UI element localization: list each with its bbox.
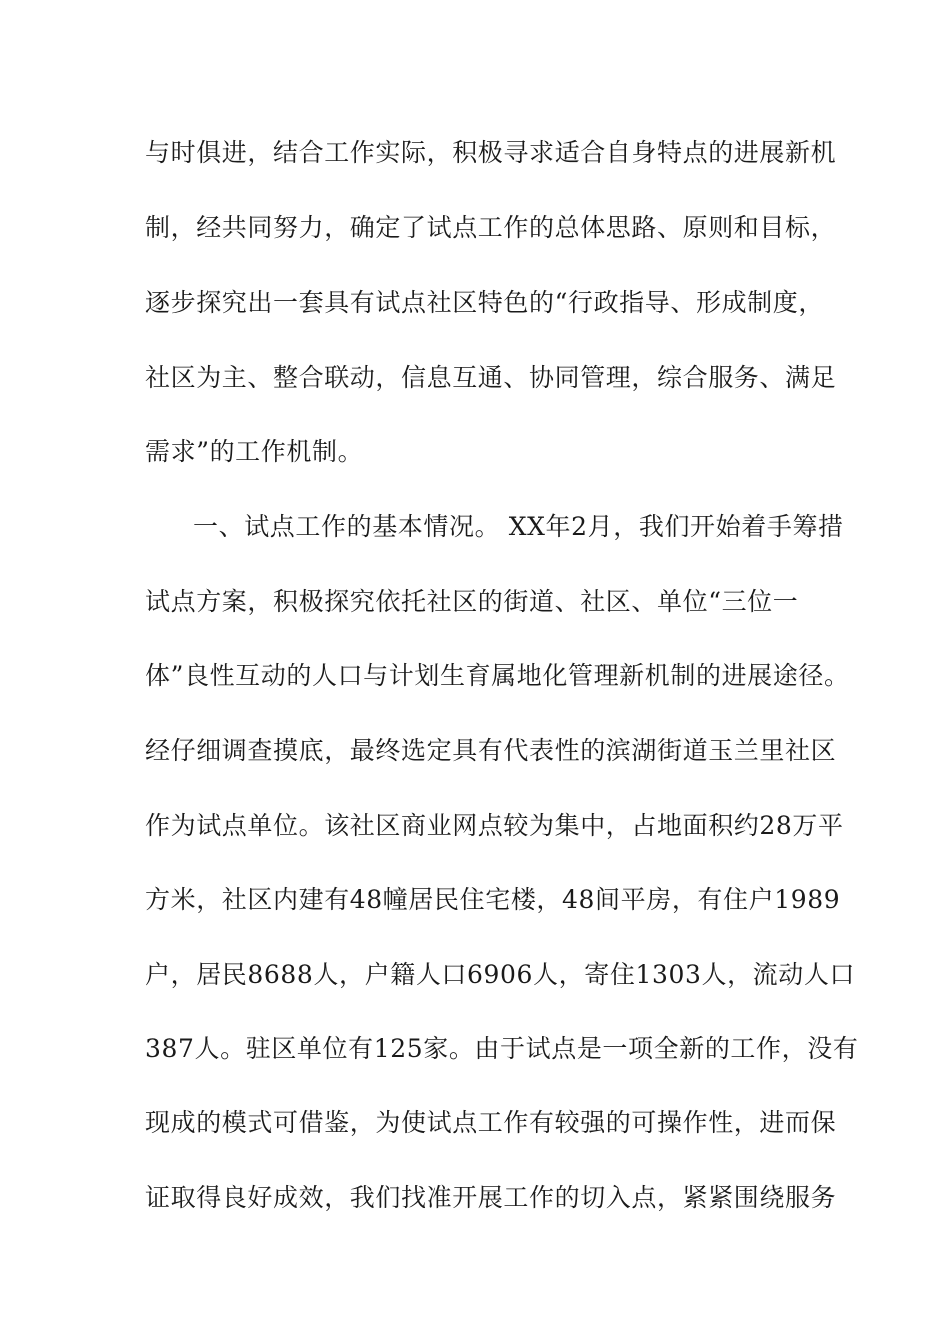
paragraph-line: 社区为主、整合联动，信息互通、协同管理，综合服务、满足 [145,363,837,392]
paragraph-line: 现成的模式可借鉴，为使试点工作有较强的可操作性，进而保 [145,1108,837,1137]
paragraph-line: 经仔细调查摸底，最终选定具有代表性的滨湖街道玉兰里社区 [145,736,837,765]
paragraph-line: 需求”的工作机制。 [145,437,364,466]
paragraph-line: 制，经共同努力，确定了试点工作的总体思路、原则和目标， [145,213,837,242]
paragraph-line: 户，居民8688人，户籍人口6906人，寄住1303人，流动人口 [145,960,856,989]
paragraph-line: 387人。驻区单位有125家。由于试点是一项全新的工作，没有 [145,1034,859,1063]
paragraph-line: 方米，社区内建有48幢居民住宅楼，48间平房，有住户1989 [145,885,841,914]
paragraph-line: 体”良性互动的人口与计划生育属地化管理新机制的进展途径。 [145,661,850,690]
section-heading-line: 一、试点工作的基本情况。 XX年2月，我们开始着手筹措 [193,512,844,541]
paragraph-line: 作为试点单位。该社区商业网点较为集中，占地面积约28万平 [145,811,844,840]
paragraph-line: 逐步探究出一套具有试点社区特色的“行政指导、形成制度， [145,288,824,317]
paragraph-line: 试点方案，积极探究依托社区的街道、社区、单位“三位一 [145,587,799,616]
paragraph-line: 与时俱进，结合工作实际，积极寻求适合自身特点的进展新机 [145,138,837,167]
paragraph-line: 证取得良好成效，我们找准开展工作的切入点，紧紧围绕服务 [145,1183,837,1212]
